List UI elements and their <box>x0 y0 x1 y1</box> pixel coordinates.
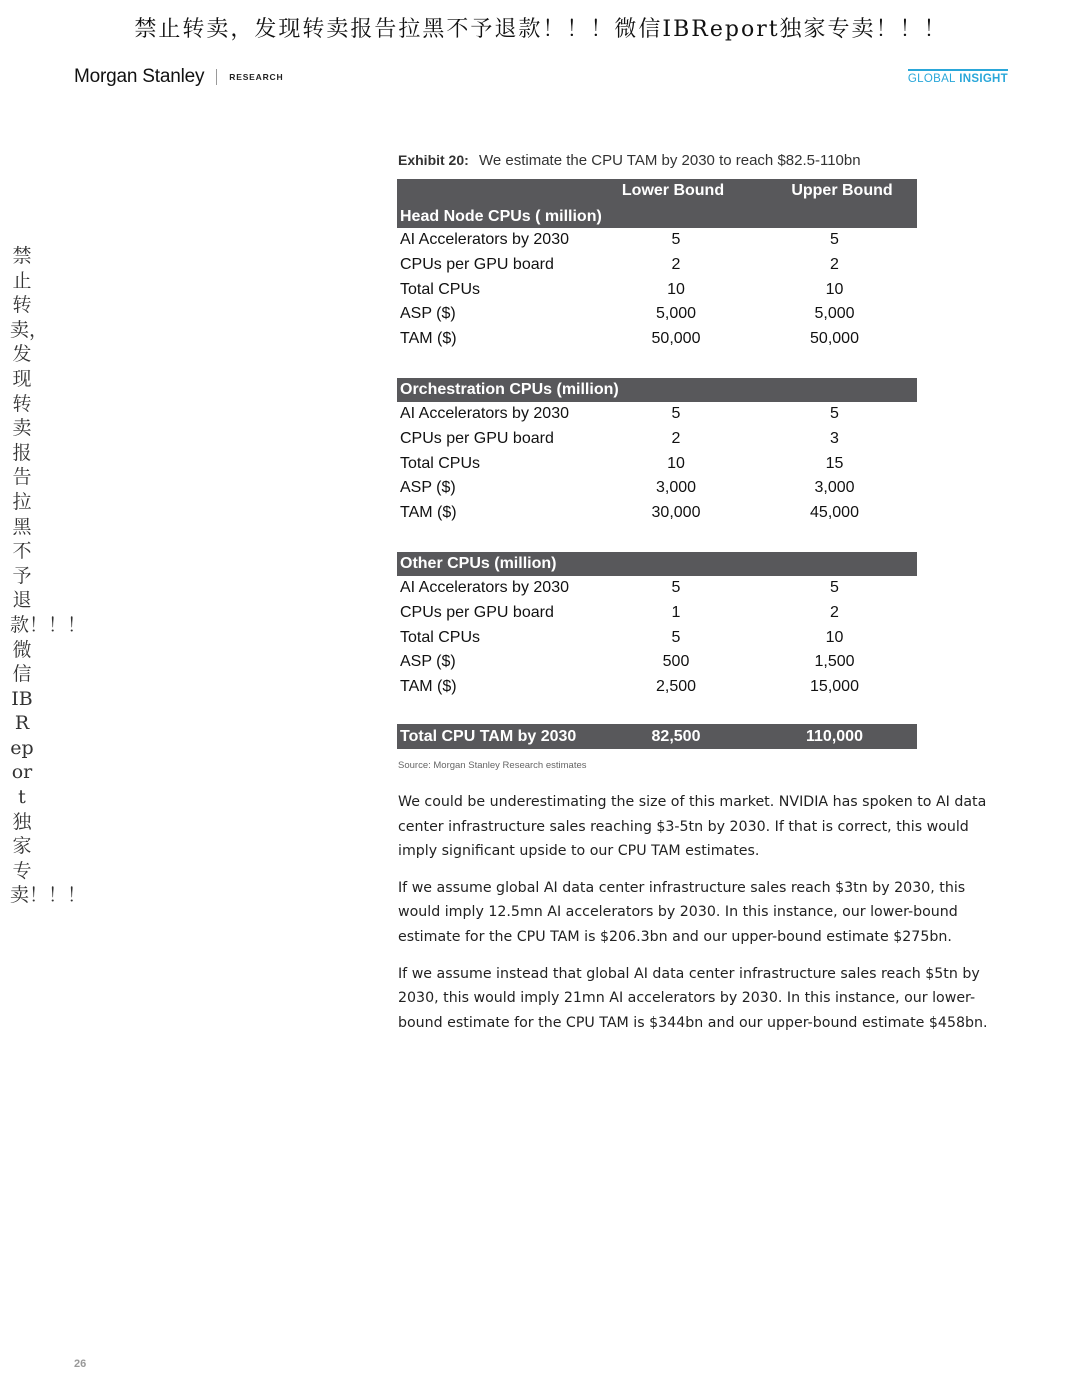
lower-value: 1 <box>671 603 681 621</box>
total-lower-value: 82,500 <box>651 727 701 745</box>
row-label: AI Accelerators by 2030 <box>400 578 569 596</box>
lower-value: 5 <box>671 404 681 422</box>
upper-value: 3 <box>830 429 839 447</box>
table-row <box>397 501 917 526</box>
row-label: ASP ($) <box>400 305 456 323</box>
row-label: CPUs per GPU board <box>400 603 554 621</box>
watermark-side: 禁止转卖，发现转卖报告拉黑不予退款！！！微信IBReport独家专卖！！！ <box>10 245 87 907</box>
table-row <box>397 476 917 501</box>
section-title: Head Node CPUs ( million) <box>400 208 602 225</box>
brand-name: Morgan Stanley <box>74 66 205 87</box>
paragraph: We could be underestimating the size of this market. NVIDIA has spoken to AI data center infrastructure sales reaching $3-5tn by 2030. If that is correct, this would imply significant upside to our CPU TAM estimates. <box>398 794 987 860</box>
total-row <box>397 724 917 749</box>
row-label: Total CPUs <box>400 454 481 472</box>
source-note: Source: Morgan Stanley Research estimates <box>398 760 587 771</box>
series-label <box>908 69 1008 85</box>
exhibit-caption <box>398 152 861 169</box>
table-row <box>397 626 917 651</box>
row-label: AI Accelerators by 2030 <box>400 404 569 422</box>
row-label: Total CPUs <box>400 280 481 298</box>
upper-value: 10 <box>825 280 844 298</box>
upper-value: 10 <box>825 628 844 646</box>
row-label: ASP ($) <box>400 479 456 497</box>
col-lower-bound: Lower Bound <box>621 182 725 199</box>
row-label: TAM ($) <box>400 330 457 348</box>
upper-value: 15,000 <box>810 678 859 696</box>
section-label: RESEARCH <box>229 72 284 82</box>
body-text <box>398 790 1010 1047</box>
table-row <box>397 253 917 278</box>
row-label: TAM ($) <box>400 504 457 522</box>
upper-value: 5 <box>830 231 839 248</box>
section-title: Orchestration CPUs (million) <box>397 378 917 402</box>
lower-value: 2,500 <box>655 678 697 696</box>
table-header <box>397 179 917 228</box>
upper-value: 50,000 <box>810 330 859 348</box>
cpu-tam-table <box>397 179 917 749</box>
upper-value: 5 <box>830 578 839 596</box>
table-row <box>397 302 917 327</box>
paragraph: If we assume global AI data center infrastructure sales reach $3tn by 2030, this would imply 12.5mn AI accelerators by 2030. In this instance, our lower-bound estimate for the CPU TAM is $206.3bn and our upper-bound estimate $275bn. <box>398 879 966 945</box>
lower-value: 500 <box>662 653 690 671</box>
lower-value: 10 <box>667 280 685 298</box>
upper-value: 3,000 <box>814 479 855 497</box>
exhibit-title: We estimate the CPU TAM by 2030 to reach $82.5-110bn <box>478 152 861 169</box>
section-title: Other CPUs (million) <box>397 552 917 576</box>
upper-value: 15 <box>825 454 844 472</box>
table-row <box>397 576 917 601</box>
series-label-b: INSIGHT <box>959 73 1008 85</box>
lower-value: 2 <box>671 255 681 273</box>
lower-value: 10 <box>667 454 685 472</box>
exhibit-label: Exhibit 20: <box>398 152 469 168</box>
table-row <box>397 427 917 452</box>
total-upper-value: 110,000 <box>806 727 863 745</box>
table-row <box>397 278 917 303</box>
lower-value: 3,000 <box>655 479 697 497</box>
watermark-top: 禁止转卖，发现转卖报告拉黑不予退款！！！微信IBReport独家专卖！！！ <box>134 17 948 42</box>
paragraph: If we assume instead that global AI data center infrastructure sales reach $5tn by 2030, this would imply 21mn AI accelerators by 2030. In this instance, our lower-bound estimate for the CPU TAM is $344bn and our upper-bound estimate $458bn. <box>398 965 988 1031</box>
upper-value: 5 <box>830 404 839 422</box>
upper-value: 1,500 <box>814 653 855 671</box>
table-row <box>397 650 917 675</box>
lower-value: 5,000 <box>655 305 697 323</box>
table-row <box>397 601 917 626</box>
total-label: Total CPU TAM by 2030 <box>400 727 577 745</box>
lower-value: 30,000 <box>651 504 701 522</box>
upper-value: 2 <box>830 603 839 621</box>
row-label: CPUs per GPU board <box>400 255 554 273</box>
row-label: AI Accelerators by 2030 <box>400 231 569 248</box>
lower-value: 5 <box>671 578 681 596</box>
table-row <box>397 327 917 352</box>
row-label: CPUs per GPU board <box>400 429 554 447</box>
col-upper-bound: Upper Bound <box>791 182 893 199</box>
table-row <box>397 402 917 427</box>
lower-value: 5 <box>671 231 681 248</box>
lower-value: 5 <box>671 628 681 646</box>
table-row <box>397 228 917 253</box>
lower-value: 2 <box>671 429 681 447</box>
row-label: ASP ($) <box>400 653 456 671</box>
table-row <box>397 675 917 700</box>
upper-value: 2 <box>830 255 839 273</box>
table-row <box>397 452 917 477</box>
logo-divider <box>216 69 217 85</box>
series-label-a: GLOBAL <box>907 73 956 85</box>
upper-value: 45,000 <box>810 504 859 522</box>
row-label: TAM ($) <box>400 678 457 696</box>
page-number: 26 <box>74 1358 87 1370</box>
upper-value: 5,000 <box>814 305 855 323</box>
masthead-logo <box>74 66 283 88</box>
row-label: Total CPUs <box>400 628 481 646</box>
lower-value: 50,000 <box>651 330 701 348</box>
